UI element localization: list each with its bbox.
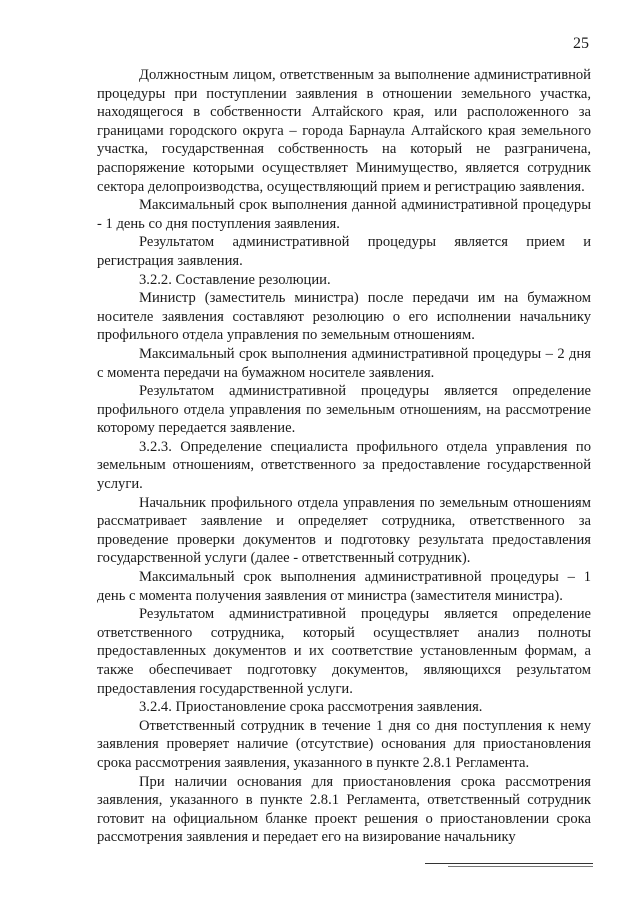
paragraph: Министр (заместитель министра) после передачи им на бумажном носителе заявления составляют резолюцию о его исполнении начальнику профильного отдела управления по земельным отношениям. xyxy=(97,290,591,344)
footer-rule xyxy=(425,863,593,864)
paragraph: Результатом административной процедуры является прием и регистрация заявления. xyxy=(97,234,591,269)
section-heading: 3.2.3. Определение специалиста профильного отдела управления по земельным отношениям, ответственного за предоставление государственной услуги. xyxy=(97,438,591,493)
paragraph: Максимальный срок выполнения данной административной процедуры - 1 день со дня поступления заявления. xyxy=(97,197,591,232)
paragraph: Ответственный сотрудник в течение 1 дня со дня поступления к нему заявления проверяет наличие (отсутствие) основания для приостановления срока рассмотрения заявления, указанного в пункте 2.8.1 Регламента. xyxy=(97,717,591,771)
paragraph: Результатом административной процедуры является определение профильного отдела управления по земельным отношениям, на рассмотрение которому передается заявление. xyxy=(97,383,591,437)
page-number: 25 xyxy=(573,35,589,52)
paragraph: Должностным лицом, ответственным за выполнение административной процедуры при поступлении заявления в отношении земельного участка, находящегося в собственности Алтайского края, или расположенного за границами городского округа – города Барнаула Алтайского края земельного участка, государственная собственность на который не разграничена, распоряжение которыми осуществляет Минимущество, является сотрудник сектора делопроизводства, осуществляющий прием и регистрацию заявления. xyxy=(97,67,591,195)
paragraph: Начальник профильного отдела управления по земельным отношениям рассматривает заявление и определяет сотрудника, ответственного за проведение проверки документов и подготовку результата предоставления государственной услуги (далее - ответственный сотрудник). xyxy=(97,494,591,567)
paragraph: При наличии основания для приостановления срока рассмотрения заявления, указанного в пункте 2.8.1 Регламента, ответственный сотрудник готовит на официальном бланке проект решения о приостановлении срока рассмотрения заявления и передает его на визирование начальнику xyxy=(97,773,591,846)
paragraph: Максимальный срок выполнения административной процедуры – 1 день с момента получения заявления от министра (заместителя министра). xyxy=(97,569,591,604)
document-body xyxy=(97,66,591,847)
paragraph: Результатом административной процедуры является определение ответственного сотрудника, который осуществляет анализ полноты предоставленных документов и их соответствие установленным формам, а также обеспечивает подготовку документов, являющихся результатом предоставления государственной услуги. xyxy=(97,606,591,697)
section-heading: 3.2.2. Составление резолюции. xyxy=(139,271,331,288)
paragraph: Максимальный срок выполнения административной процедуры – 2 дня с момента передачи на бумажном носителе заявления. xyxy=(97,345,591,381)
footer-rule-secondary xyxy=(448,866,593,867)
section-heading: 3.2.4. Приостановление срока рассмотрения заявления. xyxy=(139,699,483,716)
